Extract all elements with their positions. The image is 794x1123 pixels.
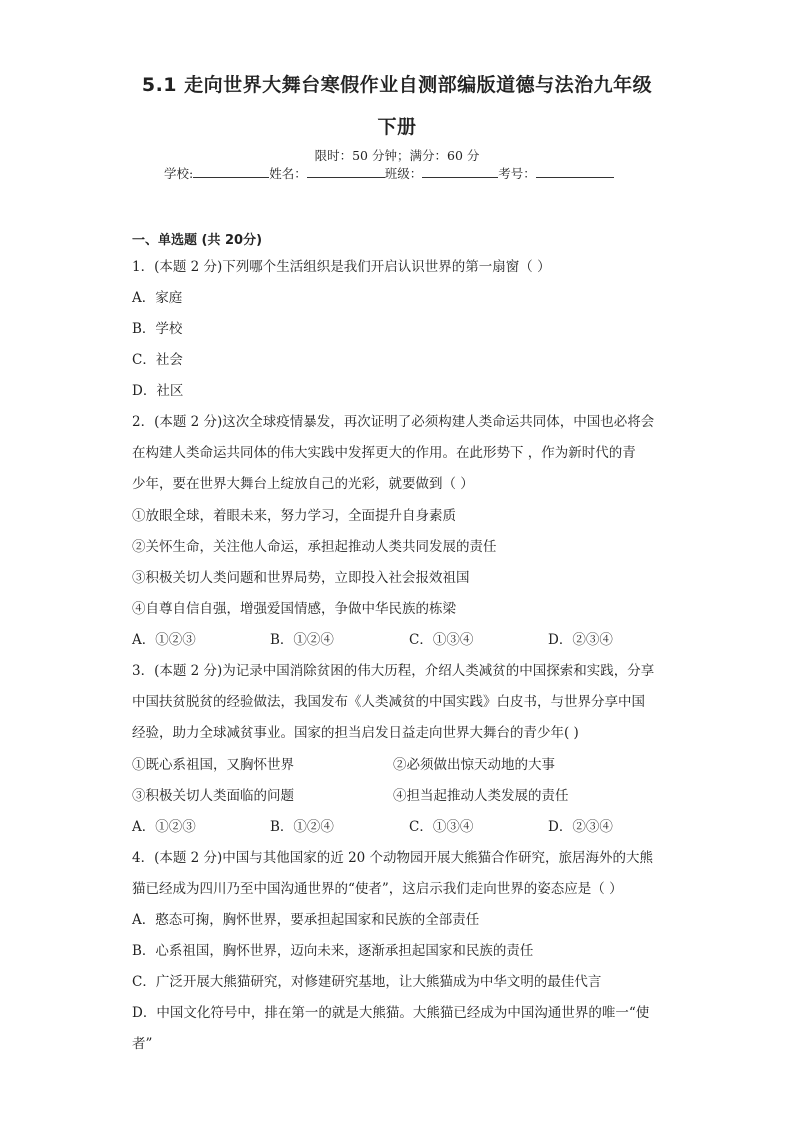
exam-meta: 限时：50 分钟；满分：60 分 <box>314 148 480 163</box>
question-3-option: B．①②④ <box>270 819 334 835</box>
question-3-items-row <box>132 753 672 773</box>
number-blank <box>536 165 614 178</box>
page-title-continued: 下册 <box>377 116 417 138</box>
question-3-option: D．②③④ <box>548 819 613 835</box>
question-4-option: C．广泛开展大熊猫研究，对修建研究基地，让大熊猫成为中华文明的最佳代言 <box>132 974 602 990</box>
page-title: 5.1 走向世界大舞台寒假作业自测部编版道德与法治九年级 <box>141 74 653 96</box>
question-3-item: ①既心系祖国，又胸怀世界 <box>132 757 294 773</box>
question-2-stem: 在构建人类命运共同体的伟大实践中发挥更大的作用。在此形势下 ，作为新时代的青 <box>132 445 636 461</box>
question-1-option: A．家庭 <box>132 290 183 306</box>
question-1-stem: 1．(本题 2 分)下列哪个生活组织是我们开启认识世界的第一扇窗（ ） <box>132 259 551 275</box>
question-3-stem: 中国扶贫脱贫的经验做法，我国发布《人类减贫的中国实践》白皮书，与世界分享中国 <box>132 694 645 710</box>
class-label: 班级： <box>384 166 423 181</box>
question-4-option: B．心系祖国，胸怀世界，迈向未来，逐渐承担起国家和民族的责任 <box>132 943 534 959</box>
question-4-stem: 4．(本题 2 分)中国与其他国家的近 20 个动物园开展大熊猫合作研究，旅居海外的大熊 <box>132 850 654 866</box>
name-blank <box>307 165 385 178</box>
name-label: 姓名： <box>269 166 307 181</box>
question-2-item: ①放眼全球，着眼未来，努力学习，全面提升自身素质 <box>132 508 456 524</box>
question-3-option: C．①③④ <box>409 819 474 835</box>
school-blank <box>193 165 269 178</box>
question-3-options <box>132 815 672 835</box>
question-2-options <box>132 628 672 648</box>
class-blank <box>422 165 498 178</box>
question-4-option: D．中国文化符号中，排在第一的就是大熊猫。大熊猫已经成为中国沟通世界的唯一“使 <box>132 1005 650 1021</box>
question-3-item: ②必须做出惊天动地的大事 <box>393 757 555 773</box>
question-2-option: A．①②③ <box>132 632 196 648</box>
question-4-stem: 猫已经成为四川乃至中国沟通世界的“使者”，这启示我们走向世界的姿态应是（ ） <box>132 881 623 897</box>
question-1-option: D．社区 <box>132 383 184 399</box>
question-1-option: C．社会 <box>132 352 183 368</box>
student-info-fields <box>164 164 614 182</box>
question-4-option-continued: 者” <box>132 1036 153 1052</box>
question-2-stem: 少年，要在世界大舞台上绽放自己的光彩，就要做到（ ） <box>132 476 474 492</box>
question-2-option: B．①②④ <box>270 632 334 648</box>
question-2-stem: 2．(本题 2 分)这次全球疫情暴发，再次证明了必须构建人类命运共同体，中国也必将会 <box>132 414 655 430</box>
question-2-option: C．①③④ <box>409 632 474 648</box>
question-2-option: D．②③④ <box>548 632 613 648</box>
question-3-option: A．①②③ <box>132 819 196 835</box>
question-2-item: ④自尊自信自强，增强爱国情感，争做中华民族的栋梁 <box>132 601 456 617</box>
school-label: 学校: <box>164 166 194 181</box>
number-label: 考号： <box>498 166 536 181</box>
question-3-item: ④担当起推动人类发展的责任 <box>393 788 569 804</box>
question-3-stem: 经验，助力全球减贫事业。国家的担当启发日益走向世界大舞台的青少年( ) <box>132 725 579 741</box>
section-title: 一、单选题 (共 20分) <box>132 233 263 248</box>
question-3-items-row <box>132 784 672 804</box>
question-3-item: ③积极关切人类面临的问题 <box>132 788 294 804</box>
question-1-option: B．学校 <box>132 321 183 337</box>
question-2-item: ③积极关切人类问题和世界局势，立即投入社会报效祖国 <box>132 570 470 586</box>
question-2-item: ②关怀生命，关注他人命运，承担起推动人类共同发展的责任 <box>132 539 497 555</box>
question-4-option: A．憨态可掬，胸怀世界，要承担起国家和民族的全部责任 <box>132 912 480 928</box>
question-3-stem: 3．(本题 2 分)为记录中国消除贫困的伟大历程，介绍人类减贫的中国探索和实践，分享 <box>132 663 655 679</box>
